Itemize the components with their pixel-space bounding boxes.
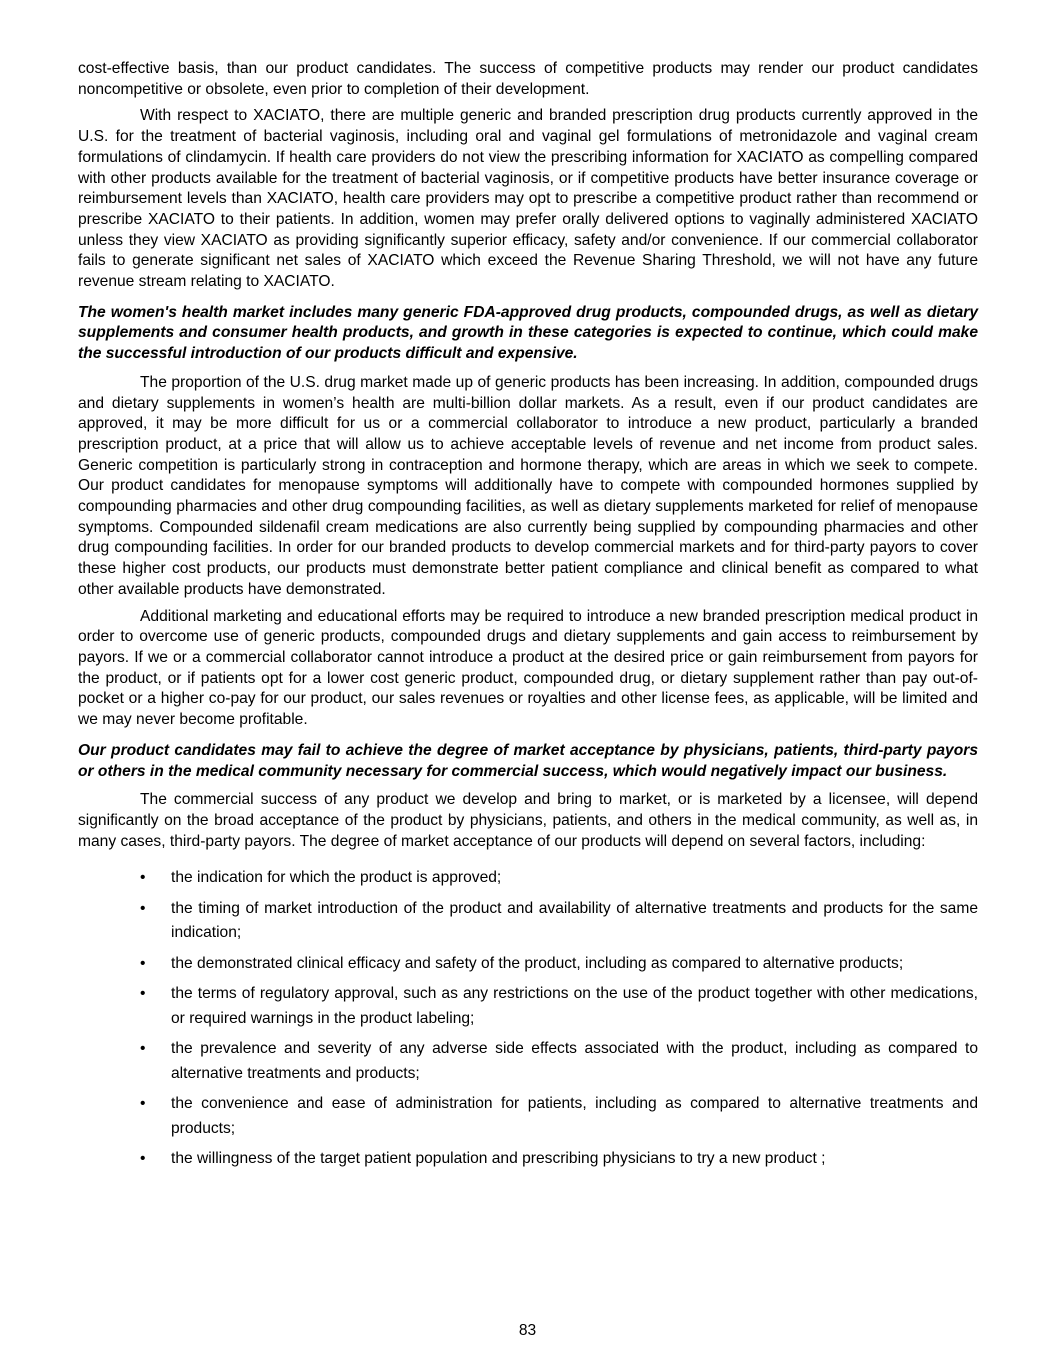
- document-page: [78, 59, 978, 1178]
- section-heading: The women's health market includes many generic FDA-approved drug products, compounded drugs, as well as dietary supplements and consumer health products, and growth in these categories is expected to continue, which could make the successful introduction of our products difficult and expensive.: [78, 303, 978, 363]
- factor-list: [78, 866, 978, 1172]
- bullet-icon: •: [140, 985, 146, 1003]
- bullet-icon: •: [140, 1040, 146, 1058]
- list-item: [78, 897, 978, 946]
- list-item: [78, 1037, 978, 1086]
- bullet-icon: •: [140, 954, 146, 972]
- list-item: [78, 1147, 978, 1172]
- paragraph: The commercial success of any product we develop and bring to market, or is marketed by a licensee, will depend significantly on the broad acceptance of the product by physicians, patients, and others in the medical community, as well as, in many cases, third-party payors. The degree of market acceptance of our products will depend on several factors, including:: [78, 791, 978, 850]
- paragraph: The proportion of the U.S. drug market made up of generic products has been increasing. In addition, compounded drugs and dietary supplements in women’s health are multi-billion dollar markets. As a result, even if our product candidates are approved, it may be more difficult for us or a commercial collaborator to introduce a new product, particularly a branded prescription product, at a price that will allow us to achieve acceptable levels of revenue and net income from product sales. Generic competition is particularly strong in contraception and hormone therapy, which are areas in which we seek to compete. Our product candidates for menopause symptoms will additionally have to compete with compounded hormones supplied by compounding pharmacies and other drug compounding facilities, as well as dietary supplements marketed for relief of menopause symptoms. Compounded sildenafil cream medications are also currently being supplied by compounding pharmacies and other drug compounding facilities. In order for our branded products to develop commercial markets and for third-party payors to cover these higher cost products, our products must demonstrate better patient compliance and clinical benefit as compared to what other available products have demonstrated.: [78, 373, 978, 598]
- list-item-text: the terms of regulatory approval, such as any restrictions on the use of the product together with other medications, or required warnings in the product labeling;: [171, 985, 978, 1027]
- page-number: 83: [518, 1322, 537, 1339]
- list-item-text: the demonstrated clinical efficacy and safety of the product, including as compared to alternative products;: [171, 954, 904, 972]
- list-item-text: the indication for which the product is approved;: [171, 869, 502, 887]
- paragraph: cost-effective basis, than our product candidates. The success of competitive products may render our product candidates noncompetitive or obsolete, even prior to completion of their development.: [78, 60, 978, 98]
- bullet-icon: •: [140, 899, 146, 917]
- list-item: [78, 982, 978, 1031]
- list-item-text: the convenience and ease of administration for patients, including as compared to alternative treatments and products;: [171, 1095, 978, 1137]
- list-item: [78, 866, 978, 891]
- bullet-icon: •: [140, 1150, 146, 1168]
- list-item-text: the prevalence and severity of any adverse side effects associated with the product, including as compared to alternative treatments and products;: [171, 1040, 978, 1082]
- list-item-text: the willingness of the target patient population and prescribing physicians to try a new product ;: [171, 1150, 826, 1168]
- list-item: [78, 1092, 978, 1141]
- bullet-icon: •: [140, 869, 146, 887]
- bullet-icon: •: [140, 1095, 146, 1113]
- section-heading: Our product candidates may fail to achieve the degree of market acceptance by physicians, patients, third-party payors or others in the medical community necessary for commercial success, which would negatively impact our business.: [78, 741, 978, 780]
- paragraph: With respect to XACIATO, there are multiple generic and branded prescription drug products currently approved in the U.S. for the treatment of bacterial vaginosis, including oral and vaginal gel formulations of metronidazole and vaginal cream formulations of clindamycin. If health care providers do not view the prescribing information for XACIATO as compelling compared with other products available for the treatment of bacterial vaginosis, or if competitive products have better insurance coverage or reimbursement levels than XACIATO, health care providers may opt to prescribe a competitive product rather than recommend or prescribe XACIATO to their patients. In addition, women may prefer orally delivered options to vaginally administered XACIATO unless they view XACIATO as providing significantly superior efficacy, safety and/or convenience. If our commercial collaborator fails to generate significant net sales of XACIATO which exceed the Revenue Sharing Threshold, we will not have any future revenue stream relating to XACIATO.: [78, 107, 978, 291]
- paragraph: Additional marketing and educational efforts may be required to introduce a new branded prescription medical product in order to overcome use of generic products, compounded drugs and dietary supplements and gain access to reimbursement by payors. If we or a commercial collaborator cannot introduce a product at the desired price or gain reimbursement from payors for the product, or if patients opt for a lower cost generic product, compounded drug, or dietary supplement rather than pay out-of-pocket or a higher co-pay for our product, our sales revenues or royalties and other license fees, as applicable, will be limited and we may never become profitable.: [78, 607, 978, 729]
- list-item-text: the timing of market introduction of the product and availability of alternative treatments and products for the same indication;: [171, 899, 978, 942]
- list-item: [78, 952, 978, 977]
